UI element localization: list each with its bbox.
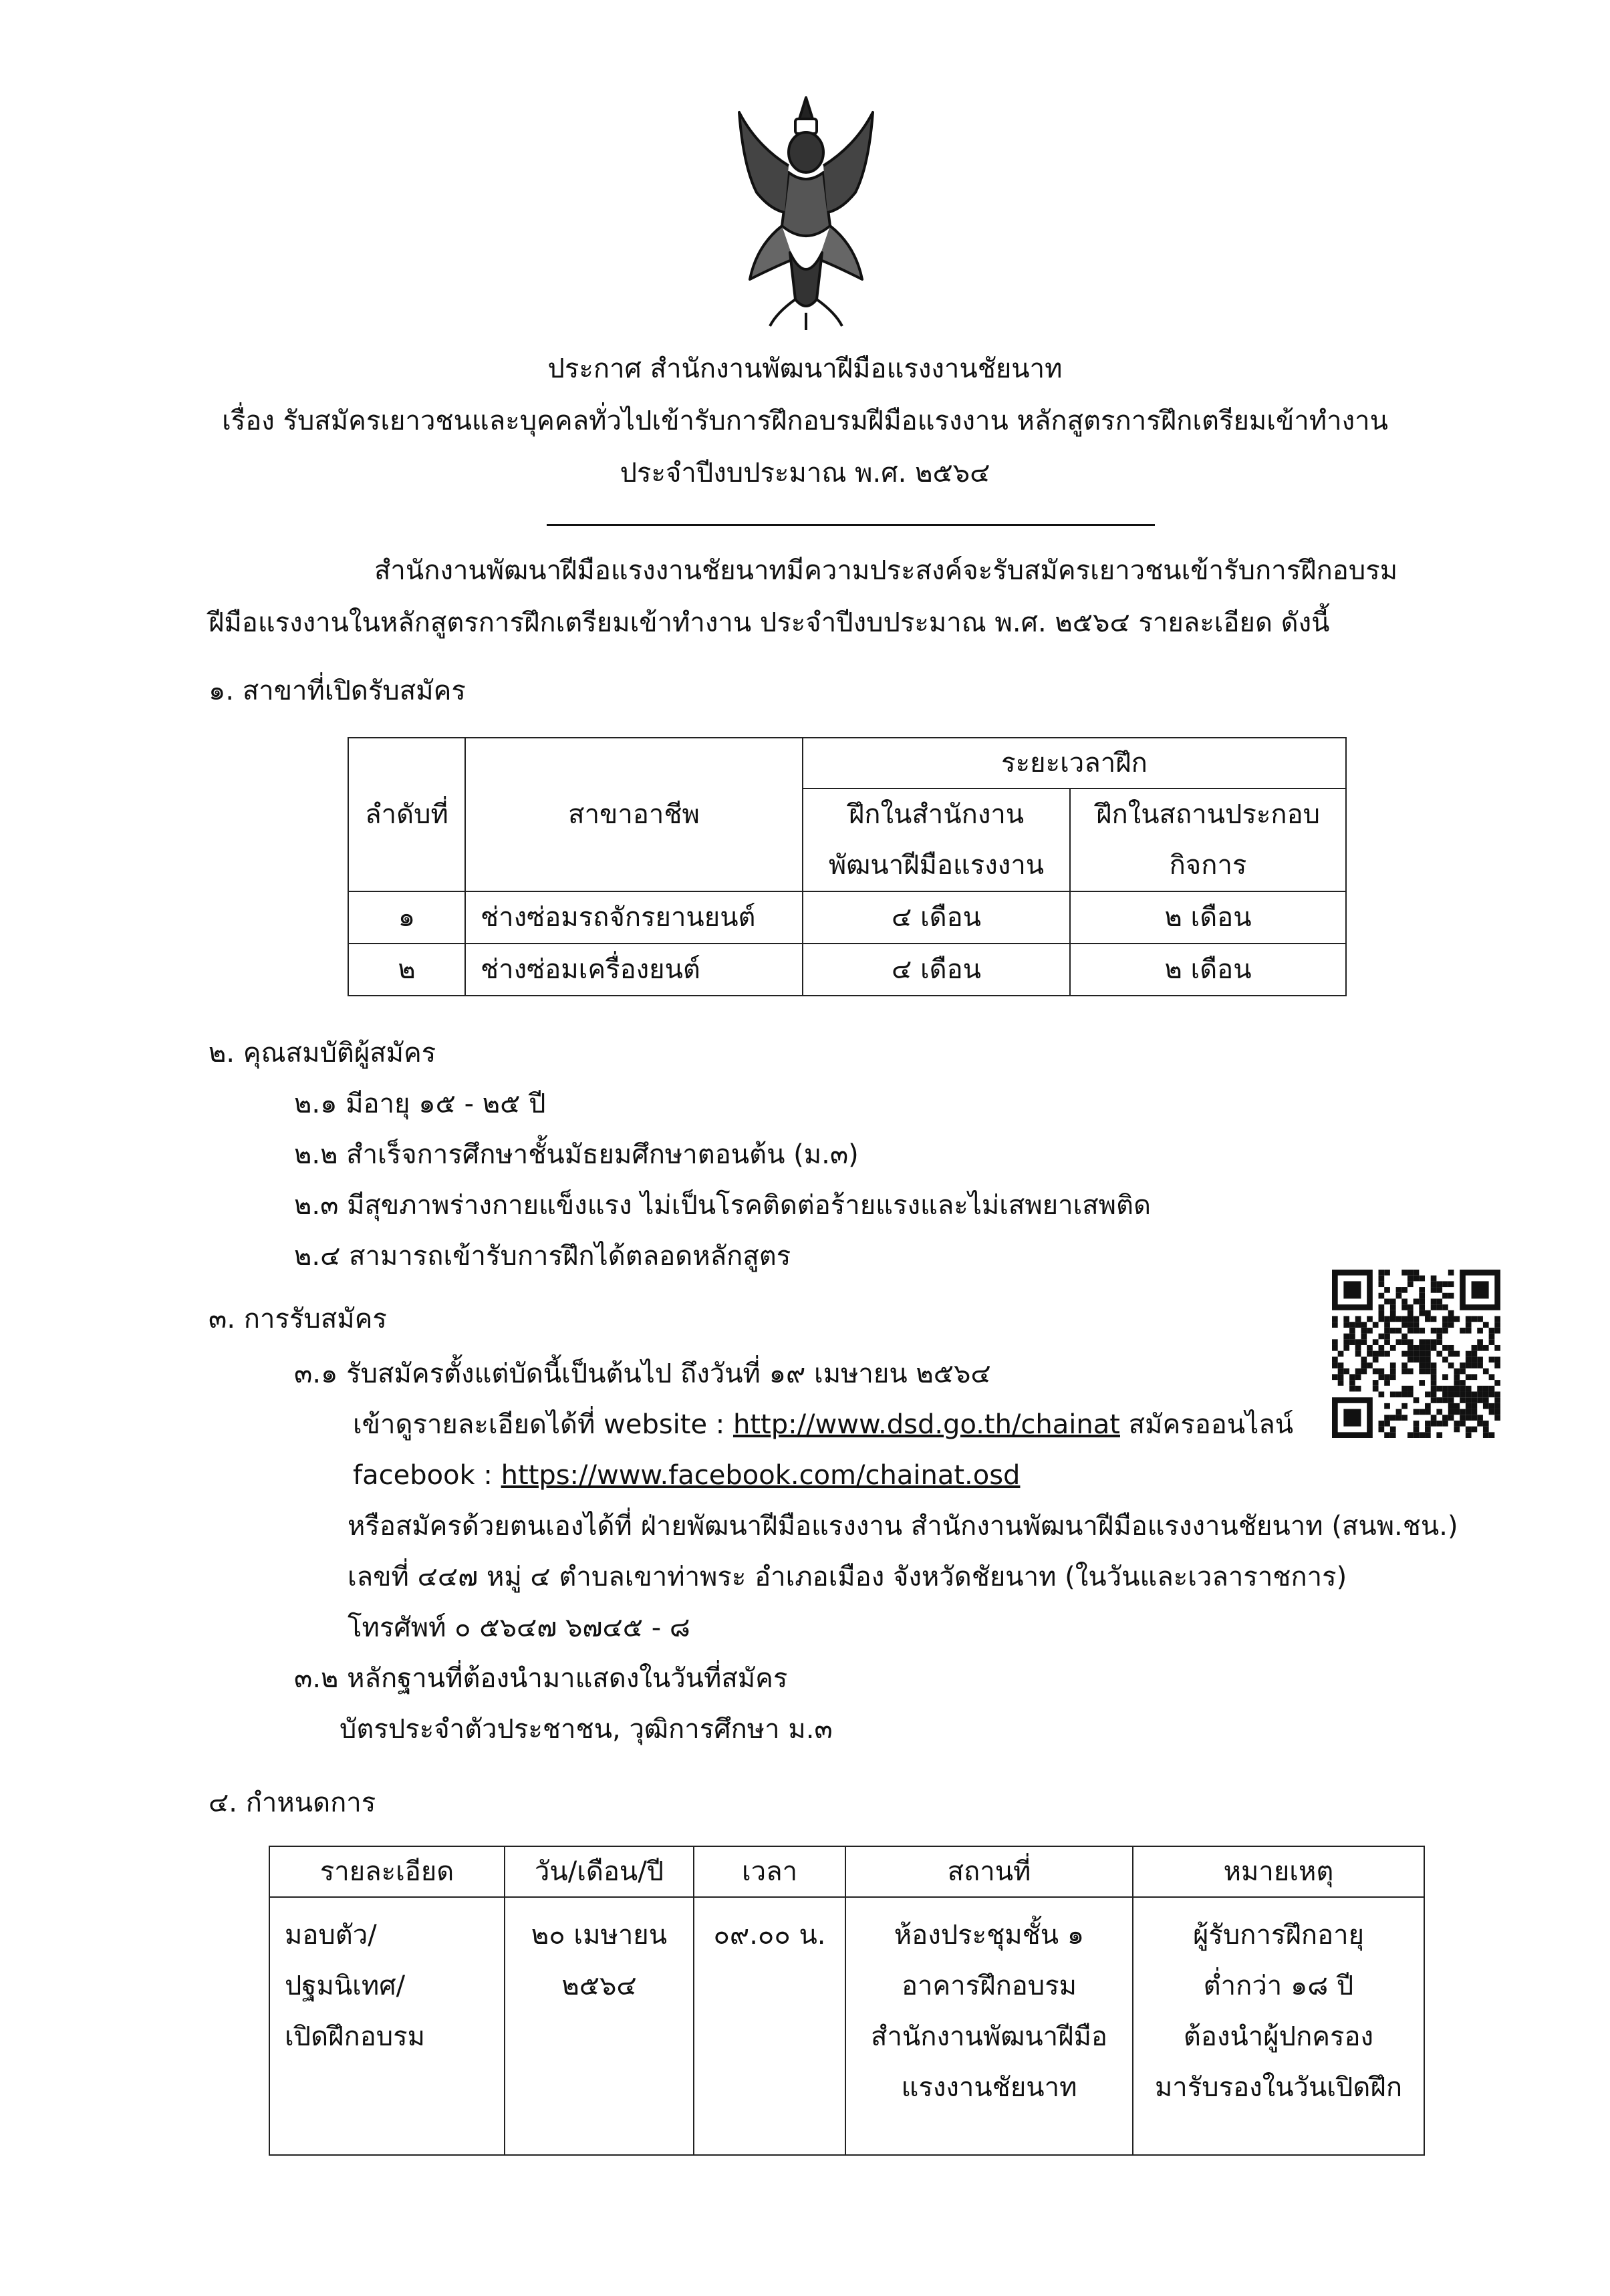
note-line: ต่ำกว่า ๑๘ ปี (1203, 1971, 1354, 2001)
schedule-header-place: สถานที่ (845, 1846, 1133, 1897)
table-row (348, 944, 1346, 996)
website-label: เข้าดูรายละเอียดได้ที่ website : (353, 1409, 733, 1440)
col-header-company: ฝึกในสถานประกอบกิจการ (1070, 788, 1346, 891)
schedule-header-date: วัน/เดือน/ปี (505, 1846, 694, 1897)
facebook-line (353, 1459, 1020, 1491)
website-line (353, 1409, 1293, 1441)
required-documents-heading: ๓.๒ หลักฐานที่ต้องนำมาแสดงในวันที่สมัคร (294, 1663, 788, 1694)
detail-line: มอบตัว/ (285, 1920, 377, 1951)
row-company-duration: ๒ เดือน (1070, 891, 1346, 944)
place-line: สำนักงานพัฒนาฝีมือ (871, 2021, 1107, 2052)
section3-heading: ๓. การรับสมัคร (209, 1304, 387, 1334)
office-phone: โทรศัพท์ ๐ ๕๖๔๗ ๖๗๔๕ - ๘ (348, 1612, 690, 1643)
schedule-date (505, 1897, 694, 2155)
detail-line: เปิดฝึกอบรม (285, 2021, 425, 2052)
row-company-duration: ๒ เดือน (1070, 944, 1346, 996)
announcement-subject: เรื่อง รับสมัครเยาวชนและบุคคลทั่วไปเข้ารับการฝึกอบรมฝีมือแรงงาน หลักสูตรการฝึกเตรียมเข้าทำงาน (222, 406, 1388, 436)
schedule-place (845, 1897, 1133, 2155)
garuda-emblem-icon (730, 92, 882, 333)
walkin-info: หรือสมัครด้วยตนเองได้ที่ ฝ่ายพัฒนาฝีมือแรงงาน สำนักงานพัฒนาฝีมือแรงงานชัยนาท (สนพ.ชน.) (348, 1511, 1458, 1542)
qualification-item: ๒.๔ สามารถเข้ารับการฝึกได้ตลอดหลักสูตร (294, 1241, 791, 1272)
fiscal-year: ประจำปีงบประมาณ พ.ศ. ๒๕๖๔ (620, 458, 990, 488)
place-line: อาคารฝึกอบรม (901, 1971, 1077, 2001)
schedule-detail (269, 1897, 505, 2155)
row-branch: ช่างซ่อมรถจักรยานยนต์ (465, 891, 803, 944)
col-header-branch: สาขาอาชีพ (465, 738, 803, 891)
section1-heading: ๑. สาขาที่เปิดรับสมัคร (209, 676, 466, 706)
note-line: ผู้รับการฝึกอายุ (1192, 1920, 1365, 1951)
note-line: ต้องนำผู้ปกครอง (1183, 2021, 1374, 2052)
section4-heading: ๔. กำหนดการ (209, 1787, 376, 1818)
intro-line-1: สำนักงานพัฒนาฝีมือแรงงานชัยนาทมีความประสงค์จะรับสมัครเยาวชนเข้ารับการฝึกอบรม (374, 555, 1398, 586)
schedule-table (269, 1846, 1425, 2156)
col-header-duration: ระยะเวลาฝึก (803, 738, 1346, 788)
detail-line: ปฐมนิเทศ/ (285, 1971, 406, 2001)
time-line: ๐๙.๐๐ น. (713, 1920, 826, 1951)
place-line: แรงงานชัยนาท (901, 2072, 1077, 2103)
row-office-duration: ๔ เดือน (803, 891, 1070, 944)
note-line: มารับรองในวันเปิดฝึก (1154, 2072, 1403, 2103)
row-no: ๒ (348, 944, 465, 996)
row-branch: ช่างซ่อมเครื่องยนต์ (465, 944, 803, 996)
col-header-office: ฝึกในสำนักงานพัฒนาฝีมือแรงงาน (803, 788, 1070, 891)
website-suffix: สมัครออนไลน์ (1119, 1409, 1294, 1440)
schedule-header-time: เวลา (694, 1846, 845, 1897)
date-line: ๒๐ เมษายน (531, 1920, 668, 1951)
website-link[interactable]: http://www.dsd.go.th/chainat (732, 1409, 1120, 1440)
facebook-link[interactable]: https://www.facebook.com/chainat.osd (501, 1460, 1021, 1491)
schedule-time (694, 1897, 845, 2155)
office-address: เลขที่ ๔๔๗ หมู่ ๔ ตำบลเขาท่าพระ อำเภอเมือง จังหวัดชัยนาท (ในวันและเวลาราชการ) (348, 1562, 1347, 1592)
qualification-item: ๒.๑ มีอายุ ๑๕ - ๒๕ ปี (294, 1089, 546, 1119)
intro-line-2: ฝีมือแรงงานในหลักสูตรการฝึกเตรียมเข้าทำงาน ประจำปีงบประมาณ พ.ศ. ๒๕๖๔ รายละเอียด ดังนี้ (209, 607, 1330, 638)
place-line: ห้องประชุมชั้น ๑ (894, 1920, 1085, 1951)
table-row (269, 1897, 1424, 2155)
application-period: ๓.๑ รับสมัครตั้งแต่บัดนี้เป็นต้นไป ถึงวันที่ ๑๙ เมษายน ๒๕๖๔ (294, 1358, 991, 1389)
section2-heading: ๒. คุณสมบัติผู้สมัคร (209, 1038, 436, 1068)
required-documents: บัตรประจำตัวประชาชน, วุฒิการศึกษา ม.๓ (340, 1714, 833, 1745)
row-office-duration: ๔ เดือน (803, 944, 1070, 996)
qr-code-icon[interactable] (1332, 1270, 1500, 1438)
schedule-note (1133, 1897, 1424, 2155)
row-no: ๑ (348, 891, 465, 944)
announcement-title: ประกาศ สำนักงานพัฒนาฝีมือแรงงานชัยนาท (547, 353, 1063, 384)
facebook-label: facebook : (353, 1460, 501, 1491)
date-line: ๒๕๖๔ (561, 1971, 637, 2001)
schedule-header-detail: รายละเอียด (269, 1846, 505, 1897)
qualification-item: ๒.๒ สำเร็จการศึกษาชั้นมัธยมศึกษาตอนต้น (ม.๓) (294, 1139, 859, 1170)
qualification-item: ๒.๓ มีสุขภาพร่างกายแข็งแรง ไม่เป็นโรคติดต่อร้ายแรงและไม่เสพยาเสพติด (294, 1190, 1151, 1221)
table-row (348, 891, 1346, 944)
branch-table (348, 737, 1347, 996)
header-divider (547, 524, 1155, 526)
col-header-no: ลำดับที่ (348, 738, 465, 891)
schedule-header-note: หมายเหตุ (1133, 1846, 1424, 1897)
